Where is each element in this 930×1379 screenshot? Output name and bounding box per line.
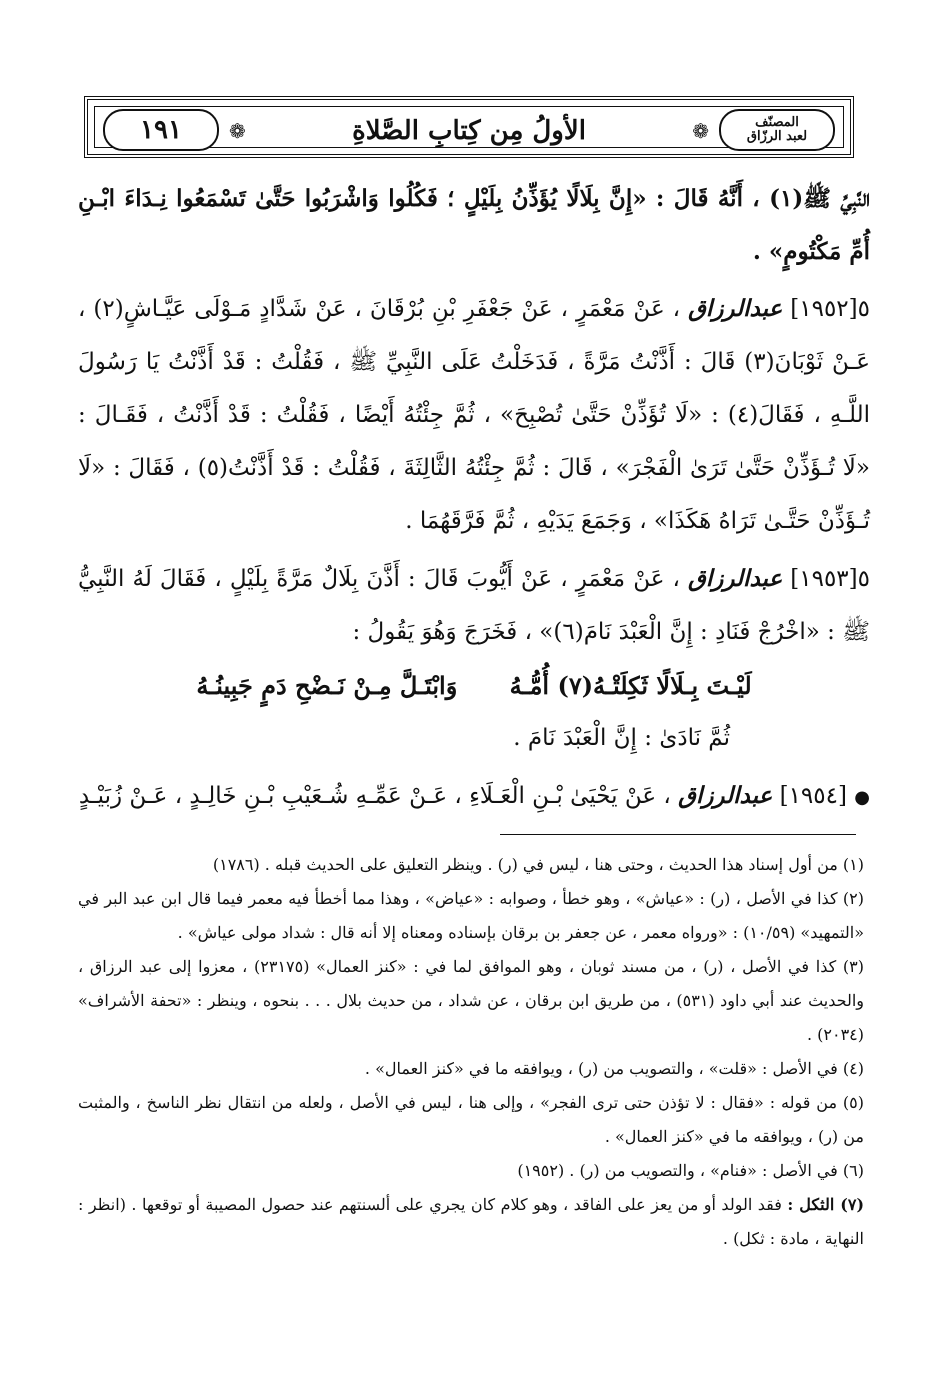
after-verse-text: ثُمَّ نَادَىٰ : إِنَّ الْعَبْدَ نَامَ . xyxy=(513,725,730,751)
narrator-name: عبدالرزاق xyxy=(678,782,773,809)
book-logo xyxy=(719,109,835,151)
hadith-text: ، عَنْ مَعْمَرٍ ، عَنْ جَعْفَرِ بْنِ بُرْقَانَ ، عَنْ شَدَّادٍ مَـوْلَى عَيَّـاشٍ(٢) ، عَـنْ ثَوْبَانَ(٣) قَالَ : أَذَّنْتُ مَرَّةً ، فَدَخَلْتُ عَلَى النَّبِيِّ ﷺ ، فَقُلْتُ : قَدْ أَذَّنْتُ يَا رَسُولَ اللَّـهِ ، فَقَالَ(٤) : «لَا تُؤَذِّنْ حَتَّىٰ تُصْبِحَ» ، ثُمَّ جِئْتُهُ أَيْضًا ، فَقُلْتُ : قَدْ أَذَّنْتُ ، فَقَـالَ : «لَا تُـؤَذِّنْ حَتَّىٰ تَرَىٰ الْفَجْرَ» ، قَالَ : ثُمَّ جِئْتُهُ الثَّالِثَةَ ، فَقُلْتُ : قَدْ أَذَّنْتُ(٥) ، فَقَالَ : «لَا تُـؤَذِّنْ حَتَّـىٰ تَرَاهُ هَكَذَا» ، وَجَمَعَ يَدَيْهِ ، ثُمَّ فَرَّقَهُمَا . xyxy=(78,296,871,534)
hadith-text: ، عَنْ يَحْيَىٰ بْـنِ الْعَـلَاءِ ، عَـنْ عَمِّـهِ شُـعَيْبِ بْـنِ خَالِـدٍ ، عَـنْ زُبَيْـدٍ xyxy=(78,783,671,809)
footnote-2: (٢) كذا في الأصل ، (ر) : «عياش» ، وهو خطأ ، وصوابه : «عياض» ، وهذا مما أخطأ فيه معمر فيما قال ابن عبد البر في «التمهيد» (١٠/٥٩) : «ورواه معمر ، عن جعفر بن برقان بإسناده ومعناه إلا أنه قال : شداد مولى عياش» . xyxy=(78,889,864,942)
page-header xyxy=(84,96,854,158)
hadith-number: ٥[١٩٥٣] xyxy=(790,566,871,592)
footnote-1: (١) من أول إسناد هذا الحديث ، وحتى هنا ، ليس في (ر) . وينظر التعليق على الحديث قبله . (١٧٨٦) xyxy=(212,855,864,874)
footnote-6: (٦) في الأصل : «فنام» ، والتصويب من (ر) . (١٩٥٢) xyxy=(517,1161,864,1180)
hadith-1954 xyxy=(78,769,870,824)
page-number: ١٩١ xyxy=(140,115,182,145)
header-frame xyxy=(94,106,844,148)
logo-line-2: لعبد الرزّاق xyxy=(746,129,808,144)
narrator-name: عبدالرزاق xyxy=(688,295,783,322)
ornament-icon: ❁ xyxy=(229,119,246,143)
hadith-number: ٥[١٩٥٢] xyxy=(790,296,870,322)
bullet-icon: ● xyxy=(854,787,870,808)
footnote-text: فقد الولد أو من يعز على الفاقد ، وهو كلام كان يجري على ألسنتهم عند حصول المصيبة أو توقعها . (انظر : النهاية ، مادة : ثكل) . xyxy=(78,1195,864,1248)
verse-first-hemistich: لَيْـتَ بِـلَالًا ثَكِلَتْـهُ(٧) أُمُّـهُ xyxy=(509,671,752,700)
logo-line-1: المصنّف xyxy=(755,115,799,130)
footnote-4: (٤) في الأصل : «قلت» ، والتصويب من (ر) ، ويوافقه ما في «كنز العمال» . xyxy=(364,1059,864,1078)
footnotes xyxy=(78,848,864,1256)
ornament-icon: ❁ xyxy=(692,119,709,143)
hadith-1953 xyxy=(78,552,870,659)
poetry-verse xyxy=(78,659,870,712)
verse-second-hemistich: وَابْتَـلَّ مِـنْ نَـضْحِ دَمٍ جَبِينُـهُ xyxy=(196,671,458,700)
footnote-7 xyxy=(78,1188,864,1256)
page-title: الأولُ مِن كِتابِ الصَّلاةِ xyxy=(352,116,586,146)
footnote-term: (٧) الثكل : xyxy=(787,1195,865,1214)
hadith-number: [١٩٥٤] xyxy=(779,783,847,809)
narrator-name: عبدالرزاق xyxy=(688,565,783,592)
page-number-box xyxy=(103,109,219,151)
hadith-text: ، عَنْ مَعْمَرٍ ، عَنْ أَيُّوبَ قَالَ : أَذَّنَ بِلَالٌ مَرَّةً بِلَيْلٍ ، فَقَالَ لَهُ النَّبِيُّ ﷺ : «اخْرُجْ فَنَادِ : إِنَّ الْعَبْدَ نَامَ(٦)» ، فَخَرَجَ وَهُوَ يَقُولُ : xyxy=(78,566,870,645)
paragraph-continuation: النَّبِيِّ ﷺ(١) ، أَنَّهُ قَالَ : «إِنَّ بِلَالًا يُؤَذِّنُ بِلَيْلٍ ؛ فَكُلُوا وَاشْرَبُوا حَتَّىٰ تَسْمَعُوا نِـدَاءَ ابْـنِ أُمِّ مَكْتُومٍ» . xyxy=(78,185,870,265)
hadith-1952 xyxy=(78,282,870,548)
footnote-3: (٣) كذا في الأصل ، (ر) ، من مسند ثوبان ، وهو الموافق لما في : «كنز العمال» (٢٣١٧٥) ، معزوا إلى عبد الرزاق ، والحديث عند أبي داود (٥٣١) ، من طريق ابن برقان ، عن شداد ، من حديث بلال . . . بنحوه ، وينظر : «تحفة الأشراف» (٢٠٣٤) . xyxy=(78,957,864,1044)
main-text xyxy=(78,172,870,824)
footnote-separator xyxy=(500,834,856,835)
footnote-5: (٥) من قوله : «فقال : لا تؤذن حتى ترى الفجر» ، وإلى هنا ، ليس في الأصل ، ولعله من انتقال نظر الناسخ ، والمثبت من (ر) ، ويوافقه ما في «كنز العمال» . xyxy=(78,1093,864,1146)
